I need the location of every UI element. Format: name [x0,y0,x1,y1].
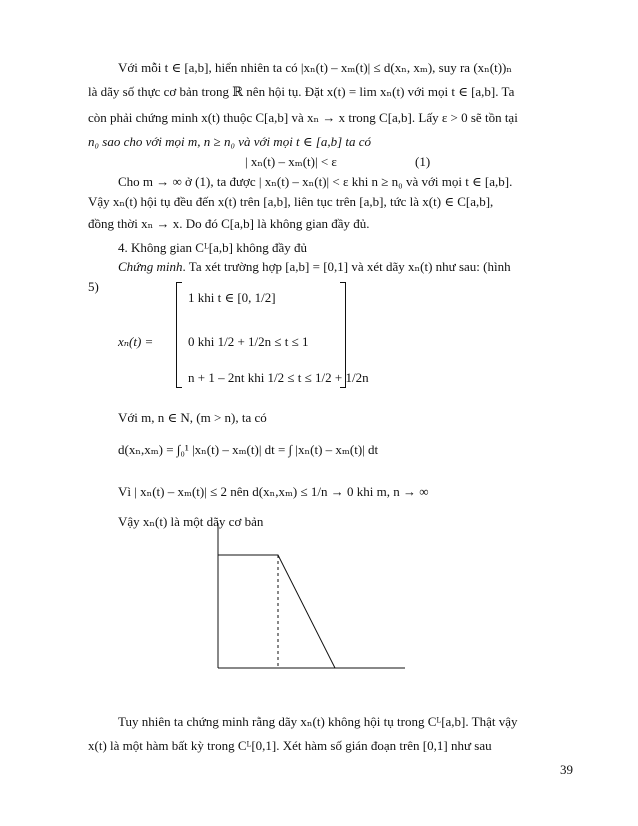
graph-line [218,555,362,668]
case-3: n + 1 – 2nt khi 1/2 ≤ t ≤ 1/2 + 1/2n [188,370,369,385]
equation-1: | xₙ(t) – xₘ(t)| < ε [245,154,337,169]
section-heading: 4. Không gian Cᴸ[a,b] không đầy đủ [118,240,307,255]
paragraph-line: còn phải chứng minh x(t) thuộc C[a,b] và xₙ → x trong C[a,b]. Lấy ε > 0 sẽ tồn tại [88,110,518,125]
paragraph-line: Vì | xₙ(t) – xₘ(t)| ≤ 2 nên d(xₙ,xₘ) ≤ 1/n → 0 khi m, n → ∞ [118,484,429,499]
paragraph-line: 5) [88,279,99,294]
paragraph-line: Với mỗi t ∈ [a,b], hiển nhiên ta có |xₙ(t) – xₘ(t)| ≤ d(xₙ, xₘ), suy ra (xₙ(t))ₙ [118,60,512,75]
proof-label: Chứng minh [118,259,183,274]
paragraph-line: x(t) là một hàm bất kỳ trong Cᴸ[0,1]. Xét hàm số gián đoạn trên [0,1] như sau [88,738,492,753]
equation-tag: (1) [415,154,431,169]
integral-equation: d(xₙ,xₘ) = ∫₀¹ |xₙ(t) – xₘ(t)| dt = ∫ |xₙ(t) – xₘ(t)| dt [118,442,379,457]
proof-text: . Ta xét trường hợp [a,b] = [0,1] và xét dãy xₙ(t) như sau: (hình [182,259,511,274]
paragraph-line: là dãy số thực cơ bản trong ℝ nên hội tụ. Đặt x(t) = lim xₙ(t) với mọi t ∈ [a,b]. Ta [88,84,515,99]
paragraph-line: đồng thời xₙ → x. Do đó C[a,b] là không gian đầy đủ. [88,216,370,231]
page-number: 39 [560,762,573,777]
paragraph-line: Với m, n ∈ N, (m > n), ta có [118,410,267,425]
paragraph-line: Tuy nhiên ta chứng minh rằng dãy xₙ(t) không hội tụ trong Cᴸ[a,b]. Thật vậy [118,714,518,729]
xn-definition-lhs: xₙ(t) = [118,334,154,349]
paragraph-line: Vậy xₙ(t) hội tụ đều đến x(t) trên [a,b], liên tục trên [a,b], tức là x(t) ∈ C[a,b], [88,194,494,209]
paragraph-line: Cho m → ∞ ở (1), ta được | xₙ(t) – xₙ(t)| < ε khi n ≥ n₀ và với mọi t ∈ [a,b]. [118,174,513,189]
paragraph-line: Vậy xₙ(t) là một dãy cơ bản [118,514,264,529]
case-2: 0 khi 1/2 + 1/2n ≤ t ≤ 1 [188,334,309,349]
case-1: 1 khi t ∈ [0, 1/2] [188,290,276,305]
paragraph-line: n₀ sao cho với mọi m, n ≥ n₀ và với mọi t ∈ [a,b] ta có [88,134,372,149]
